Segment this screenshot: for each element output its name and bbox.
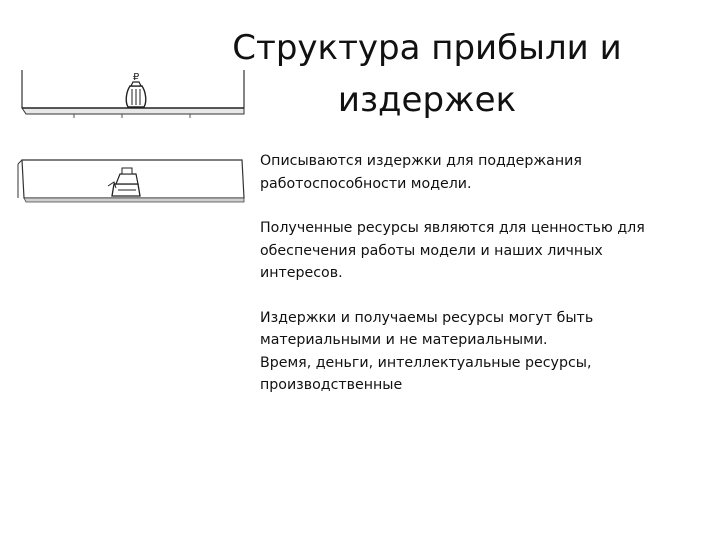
slide-body (260, 150, 660, 397)
paragraph-gap (260, 195, 660, 217)
cash-register-illustration (14, 152, 250, 210)
paragraph-types: Издержки и получаемы ресурсы могут быть материальными и не материальными. (260, 309, 594, 348)
svg-text:₽: ₽ (132, 72, 140, 83)
paragraph-costs: Описываются издержки для поддержания работоспособности модели. (260, 153, 582, 192)
title-line-2: издержек (337, 80, 517, 120)
paragraph-gap (260, 285, 660, 307)
money-bag-ruble-icon (14, 64, 250, 122)
slide-title (232, 22, 622, 126)
money-bag-illustration (14, 64, 250, 122)
cash-register-icon (14, 152, 250, 210)
paragraph-resources: Полученные ресурсы являются для ценностью для обеспечения работы модели и наших личных интересов. (260, 220, 645, 281)
title-line-1: Структура прибыли и (232, 28, 622, 68)
paragraph-examples: Время, деньги, интеллектуальные ресурсы, производственные (260, 354, 592, 393)
